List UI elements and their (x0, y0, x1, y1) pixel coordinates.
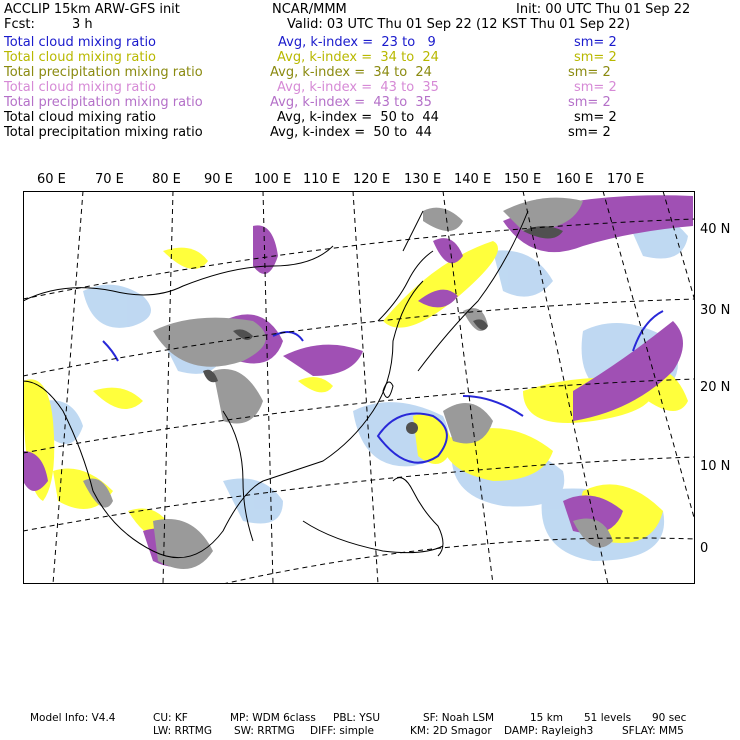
longitude-label: 140 E (454, 172, 492, 187)
legend-sm: sm= 2 (568, 125, 611, 140)
longitude-label: 110 E (303, 172, 341, 187)
legend-avg: Avg, k-index = 43 to 35 (277, 80, 439, 95)
legend-avg: Avg, k-index = 34 to 24 (270, 65, 432, 80)
footer-sflay: SFLAY: MM5 (622, 725, 684, 737)
legend-avg: Avg, k-index = 34 to 24 (277, 50, 439, 65)
legend-field: Total precipitation mixing ratio (4, 65, 203, 80)
footer-cu: CU: KF (153, 712, 188, 724)
plot-title: ACCLIP 15km ARW-GFS init (4, 2, 180, 17)
institution-label: NCAR/MMM (272, 2, 347, 17)
footer-sf: SF: Noah LSM (423, 712, 495, 724)
footer-sw: SW: RRTMG (234, 725, 295, 737)
longitude-label: 80 E (152, 172, 181, 187)
footer-model-info: Model Info: V4.4 (30, 712, 116, 724)
footer-resolution: 15 km (530, 712, 564, 724)
longitude-label: 60 E (37, 172, 66, 187)
legend-field: Total precipitation mixing ratio (4, 95, 203, 110)
legend-field: Total precipitation mixing ratio (4, 125, 203, 140)
footer-damp: DAMP: Rayleigh3 (504, 725, 594, 737)
longitude-label: 150 E (504, 172, 542, 187)
latitude-label: 30 N (700, 303, 731, 318)
legend-sm: sm= 2 (568, 95, 611, 110)
legend-field: Total cloud mixing ratio (4, 80, 157, 95)
longitude-label: 130 E (404, 172, 442, 187)
legend-sm: sm= 2 (574, 35, 617, 50)
latitude-label: 0 (700, 541, 709, 556)
legend-avg: Avg, k-index = 50 to 44 (277, 110, 439, 125)
legend-avg: Avg, k-index = 43 to 35 (270, 95, 432, 110)
longitude-label: 90 E (204, 172, 233, 187)
legend-sm: sm= 2 (574, 80, 617, 95)
legend-avg: Avg, k-index = 23 to 9 (278, 35, 436, 50)
legend-sm: sm= 2 (574, 110, 617, 125)
init-time: Init: 00 UTC Thu 01 Sep 22 (516, 2, 691, 17)
footer-mp: MP: WDM 6class (230, 712, 316, 724)
legend-avg: Avg, k-index = 50 to 44 (270, 125, 432, 140)
latitude-label: 10 N (700, 459, 731, 474)
footer-km: KM: 2D Smagor (410, 725, 492, 737)
legend-field: Total cloud mixing ratio (4, 110, 157, 125)
valid-time: Valid: 03 UTC Thu 01 Sep 22 (12 KST Thu 01 Sep 22) (287, 17, 631, 32)
forecast-hours: 3 h (72, 17, 93, 32)
latitude-label: 20 N (700, 380, 731, 395)
legend-sm: sm= 2 (568, 65, 611, 80)
longitude-label: 120 E (353, 172, 391, 187)
footer-pbl: PBL: YSU (333, 712, 381, 724)
longitude-label: 160 E (556, 172, 594, 187)
legend-field: Total cloud mixing ratio (4, 50, 157, 65)
footer-timestep: 90 sec (652, 712, 687, 724)
cloud-map-plot (23, 191, 695, 584)
longitude-label: 100 E (254, 172, 292, 187)
forecast-label: Fcst: (4, 17, 35, 32)
footer-levels: 51 levels (584, 712, 632, 724)
footer-diff: DIFF: simple (310, 725, 374, 737)
longitude-label: 70 E (95, 172, 124, 187)
longitude-label: 170 E (607, 172, 645, 187)
footer-lw: LW: RRTMG (153, 725, 212, 737)
legend-field: Total cloud mixing ratio (4, 35, 157, 50)
latitude-label: 40 N (700, 222, 731, 237)
legend-sm: sm= 2 (574, 50, 617, 65)
